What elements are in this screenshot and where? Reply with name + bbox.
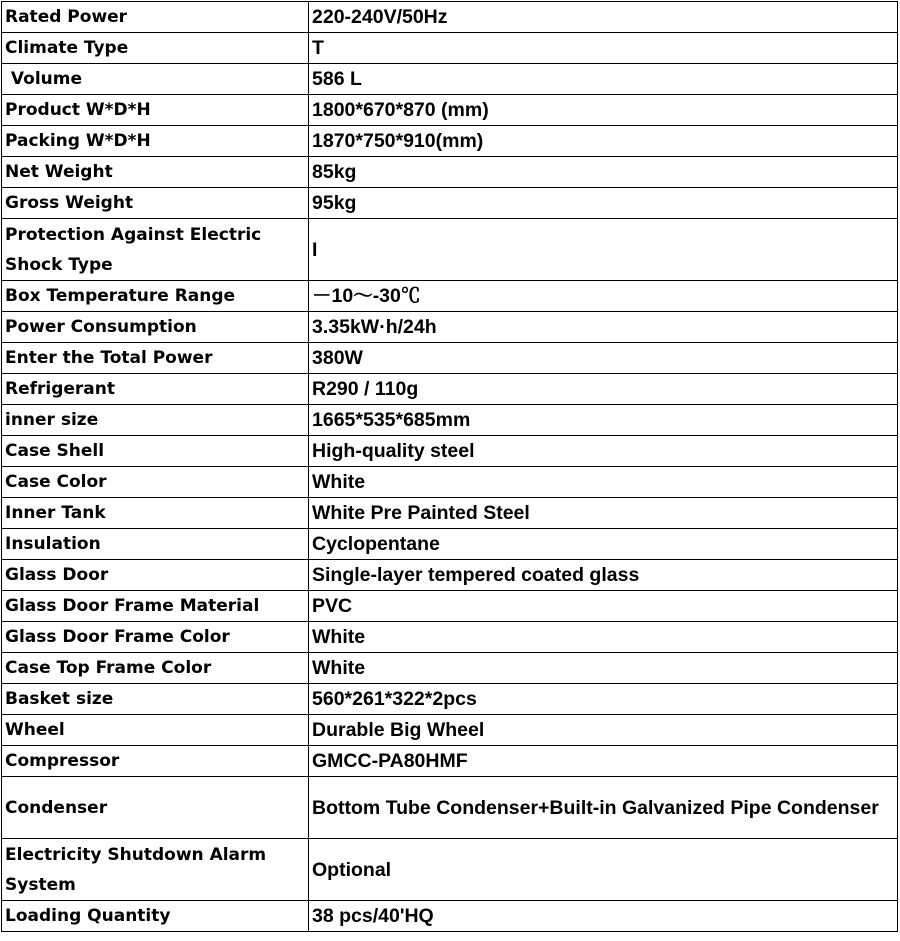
row-label: Case Top Frame Color xyxy=(2,653,309,684)
row-value: R290 / 110g xyxy=(309,374,898,405)
table-row xyxy=(2,777,898,839)
row-value: PVC xyxy=(309,591,898,622)
row-value: 1870*750*910(mm) xyxy=(309,126,898,157)
row-label: Net Weight xyxy=(2,157,309,188)
row-label: Box Temperature Range xyxy=(2,281,309,312)
row-label: Case Shell xyxy=(2,436,309,467)
row-value: White xyxy=(309,653,898,684)
row-label: Volume xyxy=(2,64,309,95)
row-value: GMCC-PA80HMF xyxy=(309,746,898,777)
table-row xyxy=(2,591,898,622)
row-value: 95kg xyxy=(309,188,898,219)
table-row xyxy=(2,281,898,312)
row-value: High-quality steel xyxy=(309,436,898,467)
row-label: Climate Type xyxy=(2,33,309,64)
row-label: Compressor xyxy=(2,746,309,777)
row-value: 85kg xyxy=(309,157,898,188)
row-value: White Pre Painted Steel xyxy=(309,498,898,529)
row-value: 560*261*322*2pcs xyxy=(309,684,898,715)
table-row xyxy=(2,560,898,591)
table-row xyxy=(2,405,898,436)
row-value: I xyxy=(309,219,898,281)
table-row xyxy=(2,529,898,560)
row-label: Gross Weight xyxy=(2,188,309,219)
row-value: 38 pcs/40'HQ xyxy=(309,901,898,932)
table-row xyxy=(2,746,898,777)
row-value: 586 L xyxy=(309,64,898,95)
row-label: Rated Power xyxy=(2,2,309,33)
row-label: Wheel xyxy=(2,715,309,746)
row-label: Condenser xyxy=(2,777,309,839)
row-value: 3.35kW·h/24h xyxy=(309,312,898,343)
row-label: Glass Door xyxy=(2,560,309,591)
table-row xyxy=(2,312,898,343)
table-row xyxy=(2,64,898,95)
row-value: T xyxy=(309,33,898,64)
table-row xyxy=(2,2,898,33)
row-label: Inner Tank xyxy=(2,498,309,529)
row-value: White xyxy=(309,467,898,498)
row-label: Packing W*D*H xyxy=(2,126,309,157)
table-row xyxy=(2,343,898,374)
row-value: Cyclopentane xyxy=(309,529,898,560)
table-row xyxy=(2,374,898,405)
row-label: inner size xyxy=(2,405,309,436)
table-row xyxy=(2,715,898,746)
row-label: Protection Against Electric Shock Type xyxy=(2,219,309,281)
row-label: Insulation xyxy=(2,529,309,560)
table-row xyxy=(2,219,898,281)
row-label: Enter the Total Power xyxy=(2,343,309,374)
spec-table xyxy=(1,1,898,932)
table-row xyxy=(2,188,898,219)
row-label: Case Color xyxy=(2,467,309,498)
row-label: Loading Quantity xyxy=(2,901,309,932)
table-row xyxy=(2,436,898,467)
row-value: Single-layer tempered coated glass xyxy=(309,560,898,591)
table-row xyxy=(2,684,898,715)
table-row xyxy=(2,622,898,653)
row-value: 1665*535*685mm xyxy=(309,405,898,436)
row-value: Optional xyxy=(309,839,898,901)
row-label: Glass Door Frame Material xyxy=(2,591,309,622)
row-value: White xyxy=(309,622,898,653)
row-value: 220-240V/50Hz xyxy=(309,2,898,33)
row-label: Basket size xyxy=(2,684,309,715)
row-label: Refrigerant xyxy=(2,374,309,405)
row-value: Bottom Tube Condenser+Built-in Galvanized Pipe Condenser xyxy=(309,777,898,839)
table-row xyxy=(2,839,898,901)
table-row xyxy=(2,498,898,529)
table-row xyxy=(2,157,898,188)
table-row xyxy=(2,467,898,498)
table-row xyxy=(2,653,898,684)
row-value: 1800*670*870 (mm) xyxy=(309,95,898,126)
row-value: Durable Big Wheel xyxy=(309,715,898,746)
table-row xyxy=(2,126,898,157)
row-value: 380W xyxy=(309,343,898,374)
row-label: Power Consumption xyxy=(2,312,309,343)
table-row xyxy=(2,901,898,932)
table-row xyxy=(2,33,898,64)
row-label: Product W*D*H xyxy=(2,95,309,126)
row-label: Electricity Shutdown Alarm System xyxy=(2,839,309,901)
table-row xyxy=(2,95,898,126)
row-label: Glass Door Frame Color xyxy=(2,622,309,653)
row-value: －10～-30℃ xyxy=(309,281,898,312)
